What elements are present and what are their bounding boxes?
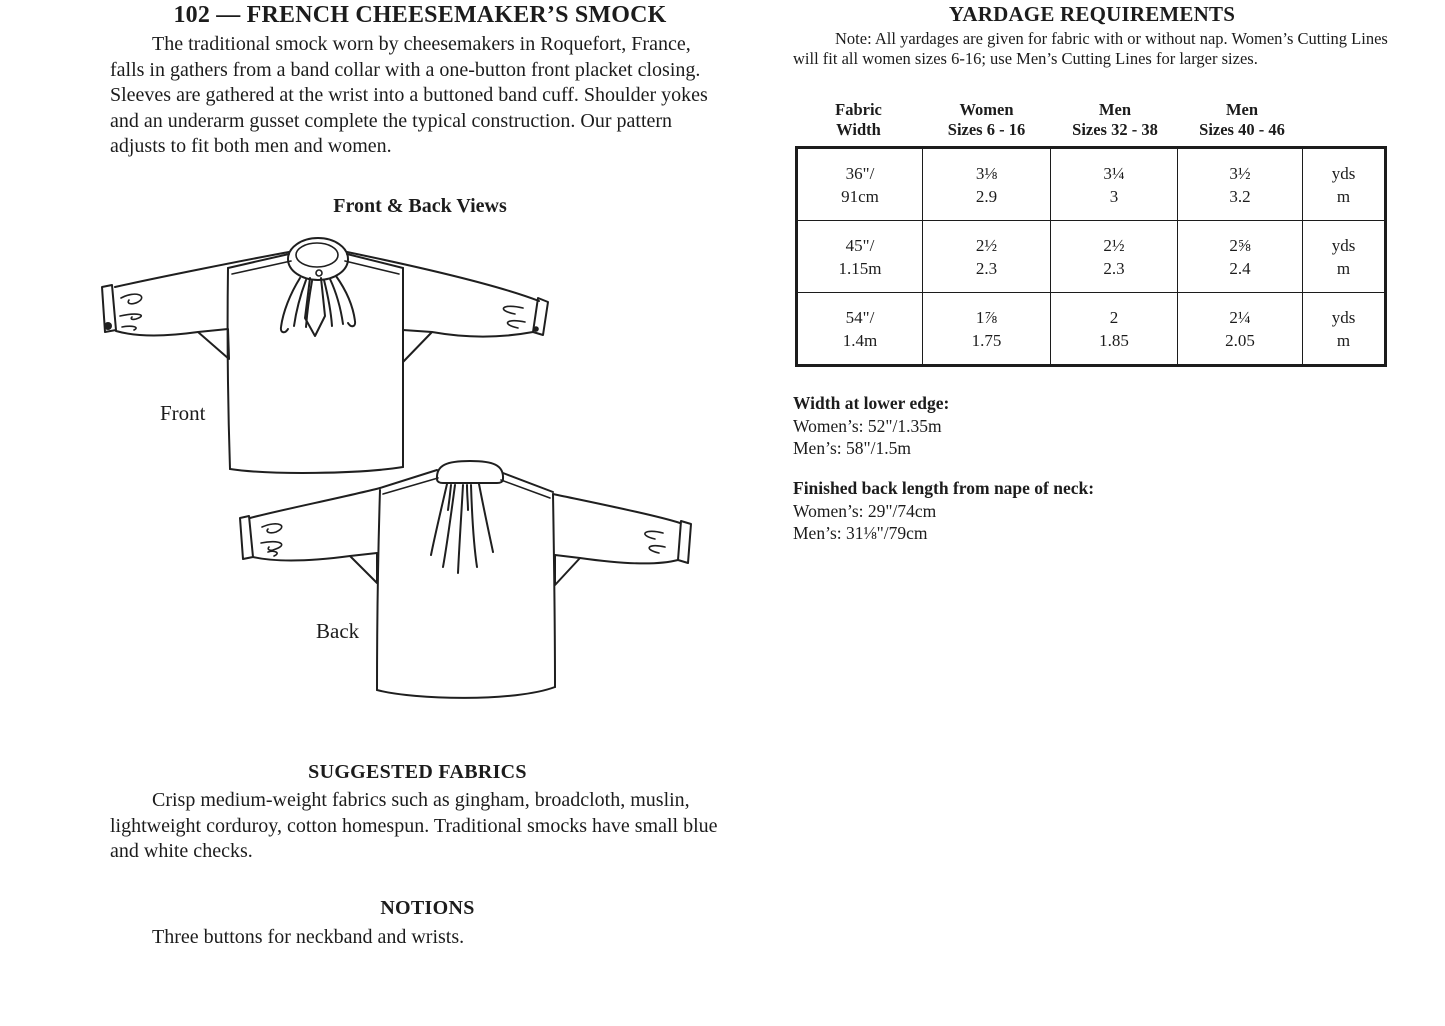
table-cell: 2½ 2.3: [923, 221, 1051, 293]
yardage-note: Note: All yardages are given for fabric with or without nap. Women’s Cutting Lines will fit all women sizes 6-16; use Men’s Cutting Lines for larger sizes.: [793, 29, 1388, 68]
table-cell: 3⅛ 2.9: [923, 149, 1051, 221]
yardage-heading: YARDAGE REQUIREMENTS: [948, 2, 1236, 26]
table-cell: 3¼ 3: [1051, 149, 1178, 221]
length-heading: Finished back length from nape of neck:: [793, 478, 1095, 498]
table-cell: 2 1.85: [1051, 293, 1178, 364]
back-gathers: [431, 484, 493, 573]
table-cell: 1⅞ 1.75: [923, 293, 1051, 364]
table-cell-units: yds m: [1303, 149, 1384, 221]
length-women: Women’s: 29"/74cm: [793, 500, 937, 521]
width-heading: Width at lower edge:: [793, 393, 950, 413]
table-cell-units: yds m: [1331, 307, 1356, 350]
front-collar: [288, 238, 348, 336]
table-cell: 54"/ 1.4m: [798, 293, 923, 364]
finished-back-length: [793, 477, 1094, 545]
page-title: 102 — FRENCH CHEESEMAKER’S SMOCK: [173, 2, 667, 28]
views-heading: Front & Back Views: [333, 195, 507, 217]
table-cell: 36"/ 91cm: [798, 149, 923, 221]
col-header-men-40-46: Men Sizes 40 - 46: [1199, 100, 1285, 139]
table-cell: 45"/ 1.15m: [798, 221, 923, 293]
yardage-table-header: [795, 100, 1389, 140]
notions-text: Three buttons for neckband and wrists.: [152, 926, 465, 948]
width-men: Men’s: 58"/1.5m: [793, 438, 911, 458]
col-header-men-32-38: Men Sizes 32 - 38: [1072, 100, 1158, 139]
col-header-units: [1305, 100, 1389, 140]
front-view-label: Front: [160, 401, 206, 425]
table-cell: 3½ 3.2: [1178, 149, 1303, 221]
col-header-fabric-width: Fabric Width: [835, 100, 882, 139]
back-view-label: Back: [316, 619, 360, 643]
pattern-description: The traditional smock worn by cheesemakers in Roquefort, France, falls in gathers from a band collar with a one-button front placket closing. Sleeves are gathered at the wrist into a buttoned band cuff. Shoulder yokes and an underarm gusset complete the typical construction. Our pattern adjusts to fit both men and women.: [110, 33, 708, 157]
notions-heading: NOTIONS: [380, 897, 475, 919]
back-neckband: [437, 461, 503, 483]
table-cell: 2½ 2.3: [1051, 221, 1178, 293]
table-cell: 2¼ 2.05: [1178, 293, 1303, 364]
col-header-women-6-16: Women Sizes 6 - 16: [947, 100, 1026, 139]
back-left-sleeve: [240, 488, 380, 583]
yardage-table: [795, 146, 1387, 367]
table-cell: 2⅝ 2.4: [1178, 221, 1303, 293]
suggested-fabrics-heading: SUGGESTED FABRICS: [308, 761, 527, 783]
front-body: [228, 254, 403, 473]
back-view-illustration: [235, 455, 700, 705]
front-view-illustration: [95, 228, 555, 478]
back-body: [377, 470, 555, 698]
width-at-lower-edge: [793, 392, 949, 460]
front-gathers: [281, 276, 355, 332]
length-men: Men’s: 31⅛"/79cm: [793, 523, 928, 543]
width-women: Women’s: 52"/1.35m: [793, 415, 942, 436]
back-right-sleeve: [553, 494, 691, 585]
suggested-fabrics-text: Crisp medium-weight fabrics such as gingham, broadcloth, muslin, lightweight corduroy, cotton homespun. Traditional smocks have small blue and white checks.: [110, 789, 718, 862]
table-cell-units: yds m: [1303, 221, 1384, 293]
